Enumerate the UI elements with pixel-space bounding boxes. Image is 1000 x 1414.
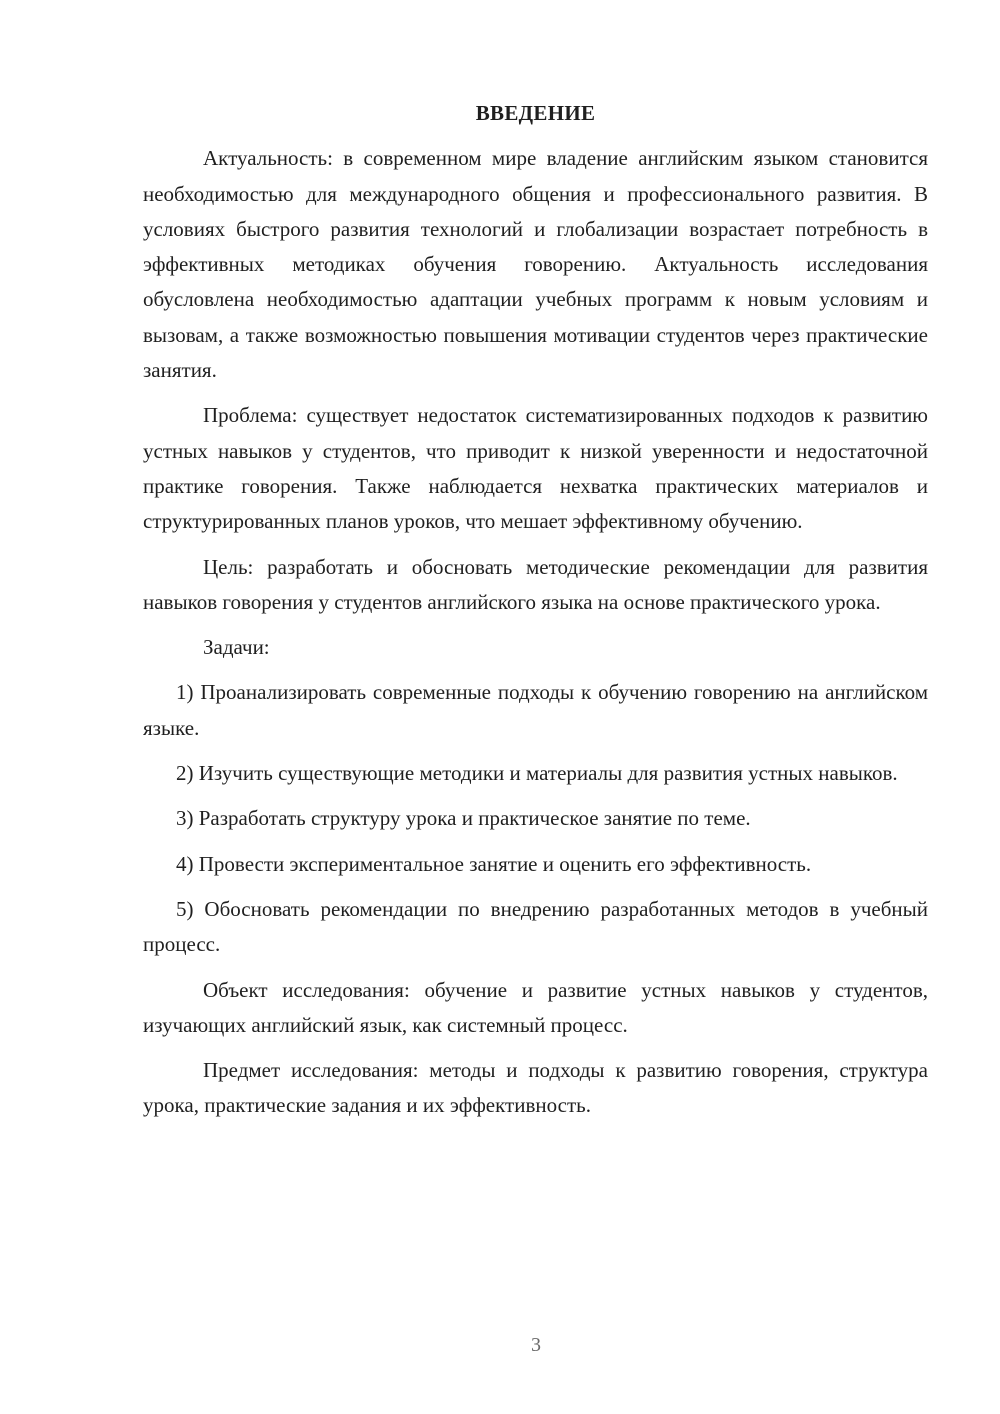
page-content bbox=[143, 96, 928, 1134]
task-item-1: 1) Проанализировать современные подходы к обучению говорению на английском языке. bbox=[143, 680, 928, 740]
task-item-5: 5) Обосновать рекомендации по внедрению разработанных методов в учебный процесс. bbox=[143, 896, 928, 957]
relevance-paragraph: Актуальность: в современном мире владение английским языком становится необходимостью для международного общения и профессионального развития. В условиях быстрого развития технологий и глобализации возрастает потребность в эффективных методиках обучения говорению. Актуальность исследования обусловлена необходимостью адаптации учебных программ к новым условиям и вызовам, а также возможностью повышения мотивации студентов через практические занятия. bbox=[143, 146, 928, 383]
task-item-2: 2) Изучить существующие методики и материалы для развития устных навыков. bbox=[176, 761, 898, 786]
task-item-3: 3) Разработать структуру урока и практическое занятие по теме. bbox=[176, 806, 751, 831]
tasks-heading: Задачи: bbox=[203, 635, 270, 660]
subject-paragraph: Предмет исследования: методы и подходы к развитию говорения, структура урока, практические задания и их эффективность. bbox=[143, 1058, 928, 1118]
task-item-4: 4) Провести экспериментальное занятие и оценить его эффективность. bbox=[176, 851, 812, 876]
object-paragraph: Объект исследования: обучение и развитие устных навыков у студентов, изучающих английский язык, как системный процесс. bbox=[143, 977, 928, 1037]
page-number: 3 bbox=[531, 1334, 541, 1356]
problem-paragraph: Проблема: существует недостаток систематизированных подходов к развитию устных навыков у студентов, что приводит к низкой уверенности и недостаточной практике говорения. Также наблюдается нехватка практических материалов и структурированных планов уроков, что мешает эффективному обучению. bbox=[143, 403, 928, 534]
page-title: ВВЕДЕНИЕ bbox=[475, 101, 596, 125]
goal-paragraph: Цель: разработать и обосновать методические рекомендации для развития навыков говорения у студентов английского языка на основе практического урока. bbox=[143, 554, 928, 614]
